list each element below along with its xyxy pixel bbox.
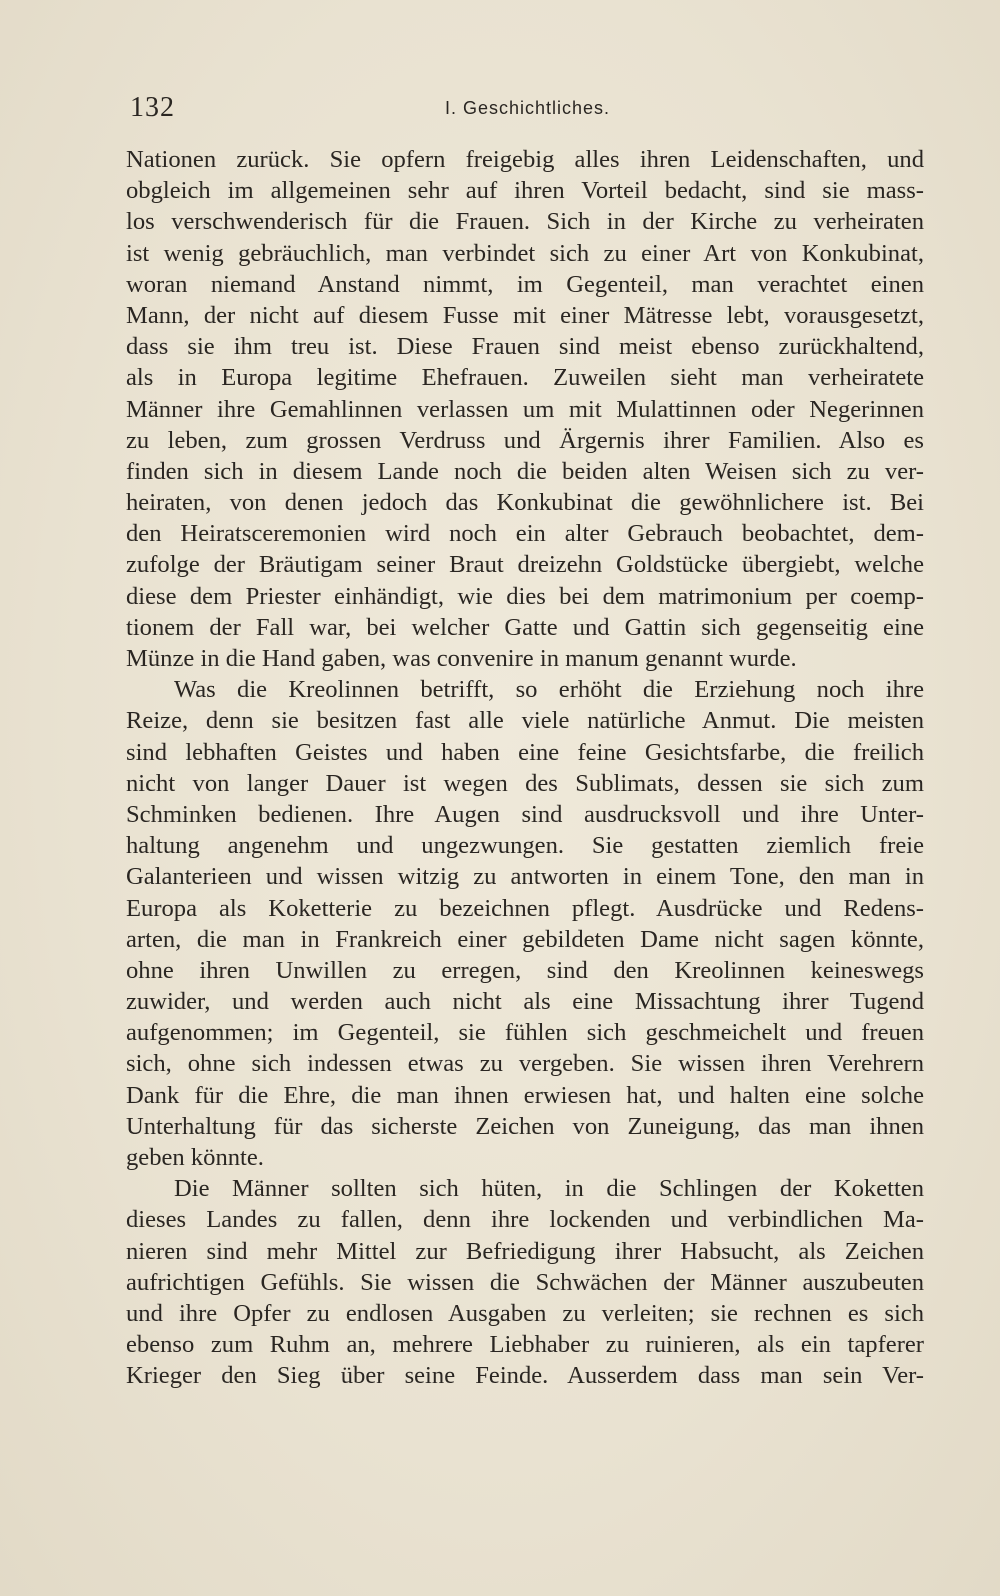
text-line: sind lebhaften Geistes und haben eine feine Gesichtsfarbe, die freilich: [126, 738, 924, 766]
text-line: den Heiratsceremonien wird noch ein alter Gebrauch beobachtet, dem-: [126, 520, 924, 548]
text-line: ohne ihren Unwillen zu erregen, sind den Kreolinnen keineswegs: [126, 956, 924, 984]
text-line: Die Männer sollten sich hüten, in die Schlingen der Koketten: [174, 1175, 924, 1203]
text-line: finden sich in diesem Lande noch die beiden alten Weisen sich zu ver-: [126, 457, 924, 485]
text-line: sich, ohne sich indessen etwas zu vergeben. Sie wissen ihren Verehrern: [126, 1050, 924, 1078]
text-line: Unterhaltung für das sicherste Zeichen von Zuneigung, das man ihnen: [126, 1112, 924, 1140]
text-line: arten, die man in Frankreich einer gebildeten Dame nicht sagen könnte,: [126, 925, 924, 953]
running-title: I. Geschichtliches.: [444, 98, 611, 118]
text-line: und ihre Opfer zu endlosen Ausgaben zu verleiten; sie rechnen es sich: [126, 1299, 924, 1327]
text-line: Männer ihre Gemahlinnen verlassen um mit Mulattinnen oder Negerinnen: [126, 395, 924, 423]
text-line: zuwider, und werden auch nicht als eine Missachtung ihrer Tugend: [126, 988, 924, 1016]
text-line: Mann, der nicht auf diesem Fusse mit einer Mätresse lebt, vorausgesetzt,: [126, 301, 924, 329]
text-line: Was die Kreolinnen betrifft, so erhöht die Erziehung noch ihre: [174, 676, 924, 704]
text-line: Europa als Koketterie zu bezeichnen pflegt. Ausdrücke und Redens-: [126, 894, 924, 922]
text-line: Reize, denn sie besitzen fast alle viele natürliche Anmut. Die meisten: [126, 707, 924, 735]
paragraph: [126, 144, 924, 674]
text-line: Dank für die Ehre, die man ihnen erwiesen hat, und halten eine solche: [126, 1081, 924, 1109]
text-line: ebenso zum Ruhm an, mehrere Liebhaber zu ruinieren, als ein tapferer: [126, 1331, 924, 1359]
text-line: tionem der Fall war, bei welcher Gatte und Gattin sich gegenseitig eine: [126, 613, 924, 641]
text-line: diese dem Priester einhändigt, wie dies bei dem matrimonium per coemp-: [126, 582, 924, 610]
text-line: heiraten, von denen jedoch das Konkubinat die gewöhnlichere ist. Bei: [126, 489, 924, 517]
paragraph: [126, 674, 924, 1173]
paragraph: [126, 1173, 924, 1391]
running-head: [130, 92, 925, 126]
text-line: dass sie ihm treu ist. Diese Frauen sind meist ebenso zurückhaltend,: [126, 333, 924, 361]
text-line: Münze in die Hand gaben, was convenire in manum genannt wurde.: [126, 645, 797, 672]
text-line: haltung angenehm und ungezwungen. Sie gestatten ziemlich freie: [126, 832, 924, 860]
text-line: woran niemand Anstand nimmt, im Gegenteil, man verachtet einen: [126, 270, 924, 298]
text-line: aufgenommen; im Gegenteil, sie fühlen sich geschmeichelt und freuen: [126, 1019, 924, 1047]
text-line: Krieger den Sieg über seine Feinde. Ausserdem dass man sein Ver-: [126, 1362, 924, 1390]
text-line: als in Europa legitime Ehefrauen. Zuweilen sieht man verheiratete: [126, 364, 924, 392]
text-line: zu leben, zum grossen Verdruss und Ärgernis ihrer Familien. Also es: [126, 426, 924, 454]
text-line: obgleich im allgemeinen sehr auf ihren Vorteil bedacht, sind sie mass-: [126, 177, 924, 205]
page-number: 132: [130, 92, 175, 123]
text-line: zufolge der Bräutigam seiner Braut dreizehn Goldstücke übergiebt, welche: [126, 551, 924, 579]
text-line: Nationen zurück. Sie opfern freigebig alles ihren Leidenschaften, und: [126, 146, 924, 173]
text-line: ist wenig gebräuchlich, man verbindet sich zu einer Art von Konkubinat,: [126, 239, 924, 267]
text-line: aufrichtigen Gefühls. Sie wissen die Schwächen der Männer auszubeuten: [126, 1268, 924, 1296]
text-line: nieren sind mehr Mittel zur Befriedigung ihrer Habsucht, als Zeichen: [126, 1237, 924, 1265]
body-text: [126, 144, 924, 1392]
text-line: nicht von langer Dauer ist wegen des Sublimats, dessen sie sich zum: [126, 769, 924, 797]
text-line: Galanterieen und wissen witzig zu antworten in einem Tone, den man in: [126, 863, 924, 891]
text-line: dieses Landes zu fallen, denn ihre lockenden und verbindlichen Ma-: [126, 1206, 924, 1234]
text-line: geben könnte.: [126, 1144, 264, 1171]
text-line: Schminken bedienen. Ihre Augen sind ausdrucksvoll und ihre Unter-: [126, 800, 924, 828]
text-line: los verschwenderisch für die Frauen. Sich in der Kirche zu verheiraten: [126, 208, 924, 236]
